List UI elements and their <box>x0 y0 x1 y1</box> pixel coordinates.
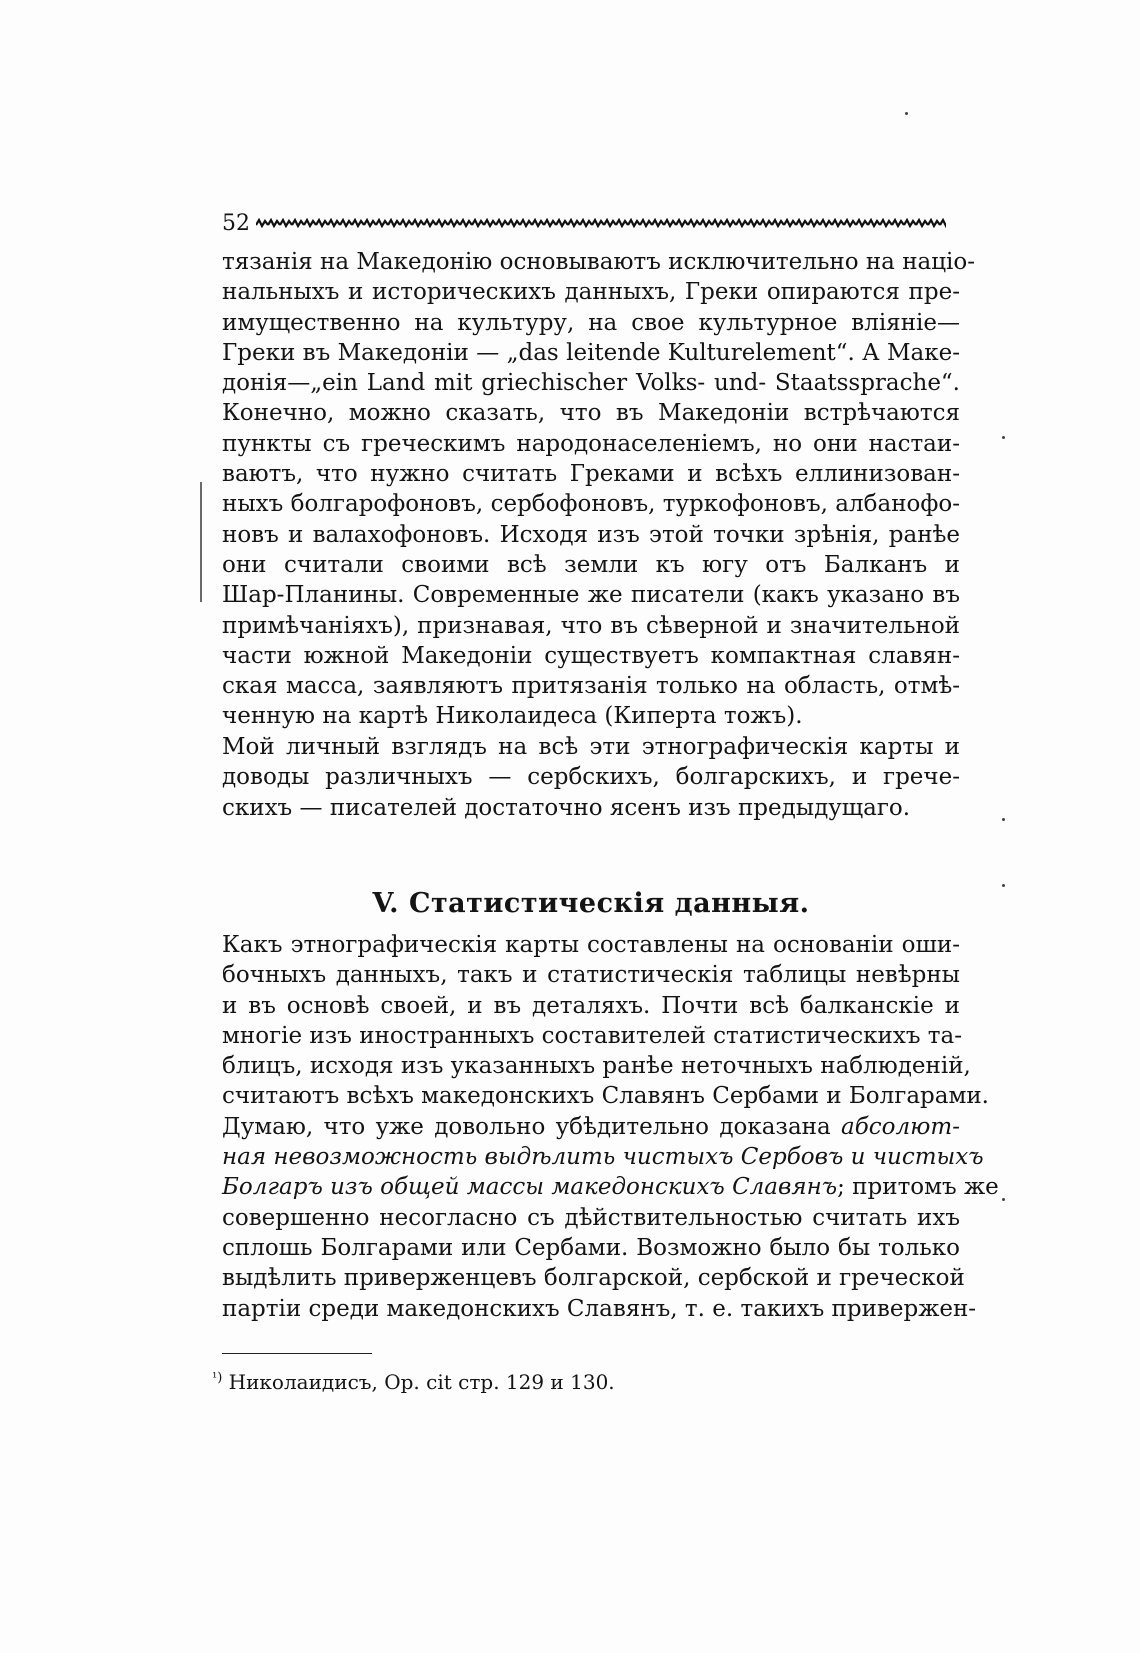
text-line: и въ основѣ своей, и въ деталяхъ. Почти всѣ балканскіе и <box>222 992 960 1019</box>
text-line: ченную на картѣ Николаидеса (Киперта тожъ). <box>222 703 803 730</box>
text-line: Греки въ Македоніи — „das leitende Kulturelement“. А Маке- <box>222 339 960 366</box>
text-line: совершенно несогласно съ дѣйствительностью считать ихъ <box>222 1204 960 1231</box>
text-line: пункты съ греческимъ народонаселеніемъ, но они настаи- <box>222 430 960 457</box>
text-line: ныхъ болгарофоновъ, сербофоновъ, туркофоновъ, албанофо- <box>222 491 960 518</box>
scan-speck <box>1002 1198 1005 1201</box>
text-line: блицъ, исходя изъ указанныхъ ранѣе неточныхъ наблюденій, <box>222 1053 971 1080</box>
text-line: части южной Македоніи существуетъ компактная славян- <box>222 642 960 669</box>
text-line: Конечно, можно сказать, что въ Македоніи встрѣчаются <box>222 400 960 427</box>
text-line: ная невозможность выдѣлить чистыхъ Сербовъ и чистыхъ <box>222 1144 984 1171</box>
text-line: доводы различныхъ — сербскихъ, болгарскихъ, и грече- <box>222 764 960 791</box>
text-line: ваютъ, что нужно считать Греками и всѣхъ еллинизован- <box>222 461 960 488</box>
paragraph-statistics <box>222 930 999 1324</box>
text-line: Думаю, что уже довольно убѣдительно доказана абсолют- <box>222 1113 960 1140</box>
scan-speck <box>905 112 908 115</box>
text-line: Шар-Планины. Современные же писатели (какъ указано въ <box>222 582 960 609</box>
text-line: новъ и валахофоновъ. Исходя изъ этой точки зрѣнія, ранѣе <box>222 521 960 548</box>
scan-speck <box>1002 436 1005 439</box>
text-line: тязанія на Македонію основываютъ исключительно на націо- <box>222 249 976 275</box>
page-number: 52 <box>222 210 250 236</box>
text-line: ская масса, заявляютъ притязанія только на область, отмѣ- <box>222 673 960 700</box>
text-line: многіе изъ иностранныхъ составителей статистическихъ та- <box>222 1022 962 1049</box>
emphasis: абсолют- <box>841 1113 960 1140</box>
text-line: они считали своими всѣ земли къ югу отъ Балканъ и <box>222 551 960 578</box>
footnote-text: Николаидисъ, Op. cit стр. 129 и 130. <box>228 1370 615 1394</box>
text-line: считаютъ всѣхъ македонскихъ Славянъ Сербами и Болгарами. <box>222 1083 989 1110</box>
footnote <box>212 1370 615 1394</box>
ornamental-rule <box>256 218 960 228</box>
text-line: выдѣлить приверженцевъ болгарской, сербской и греческой <box>222 1265 965 1292</box>
text-line: скихъ — писателей достаточно ясенъ изъ предыдущаго. <box>222 794 911 821</box>
margin-mark <box>200 482 202 602</box>
scan-speck <box>1002 818 1005 821</box>
text-line: бочныхъ данныхъ, такъ и статистическія таблицы невѣрны <box>222 962 960 989</box>
footnote-marker: ¹) <box>212 1370 223 1386</box>
emphasis: Болгаръ изъ общей массы македонскихъ Славянъ <box>222 1174 838 1201</box>
text-line: Мой личный взглядъ на всѣ эти этнографическія карты и <box>222 734 960 760</box>
scan-speck <box>1002 884 1005 887</box>
text-line: сплошь Болгарами или Сербами. Возможно было бы только <box>222 1234 960 1261</box>
text-line: партіи среди македонскихъ Славянъ, т. е. такихъ привержен- <box>222 1295 977 1322</box>
paragraph-continuation <box>222 247 976 732</box>
paragraph-personal-view <box>222 732 960 823</box>
footnote-divider <box>222 1353 372 1354</box>
text-line: донія—„ein Land mit griechischer Volks- und- Staatssprache“. <box>222 370 960 397</box>
text-line: Какъ этнографическія карты составлены на основаніи оши- <box>222 932 960 958</box>
section-heading: V. Статистическія данныя. <box>372 888 810 919</box>
text-line: примѣчаніяхъ), признавая, что въ сѣверной и значительной <box>222 612 960 639</box>
text-line: имущественно на культуру, на свое культурное вліяніе— <box>222 309 960 336</box>
text-line: нальныхъ и историческихъ данныхъ, Греки опираются пре- <box>222 279 960 306</box>
page-header <box>222 210 960 236</box>
text-line: Болгаръ изъ общей массы македонскихъ Славянъ; притомъ же <box>222 1174 999 1201</box>
